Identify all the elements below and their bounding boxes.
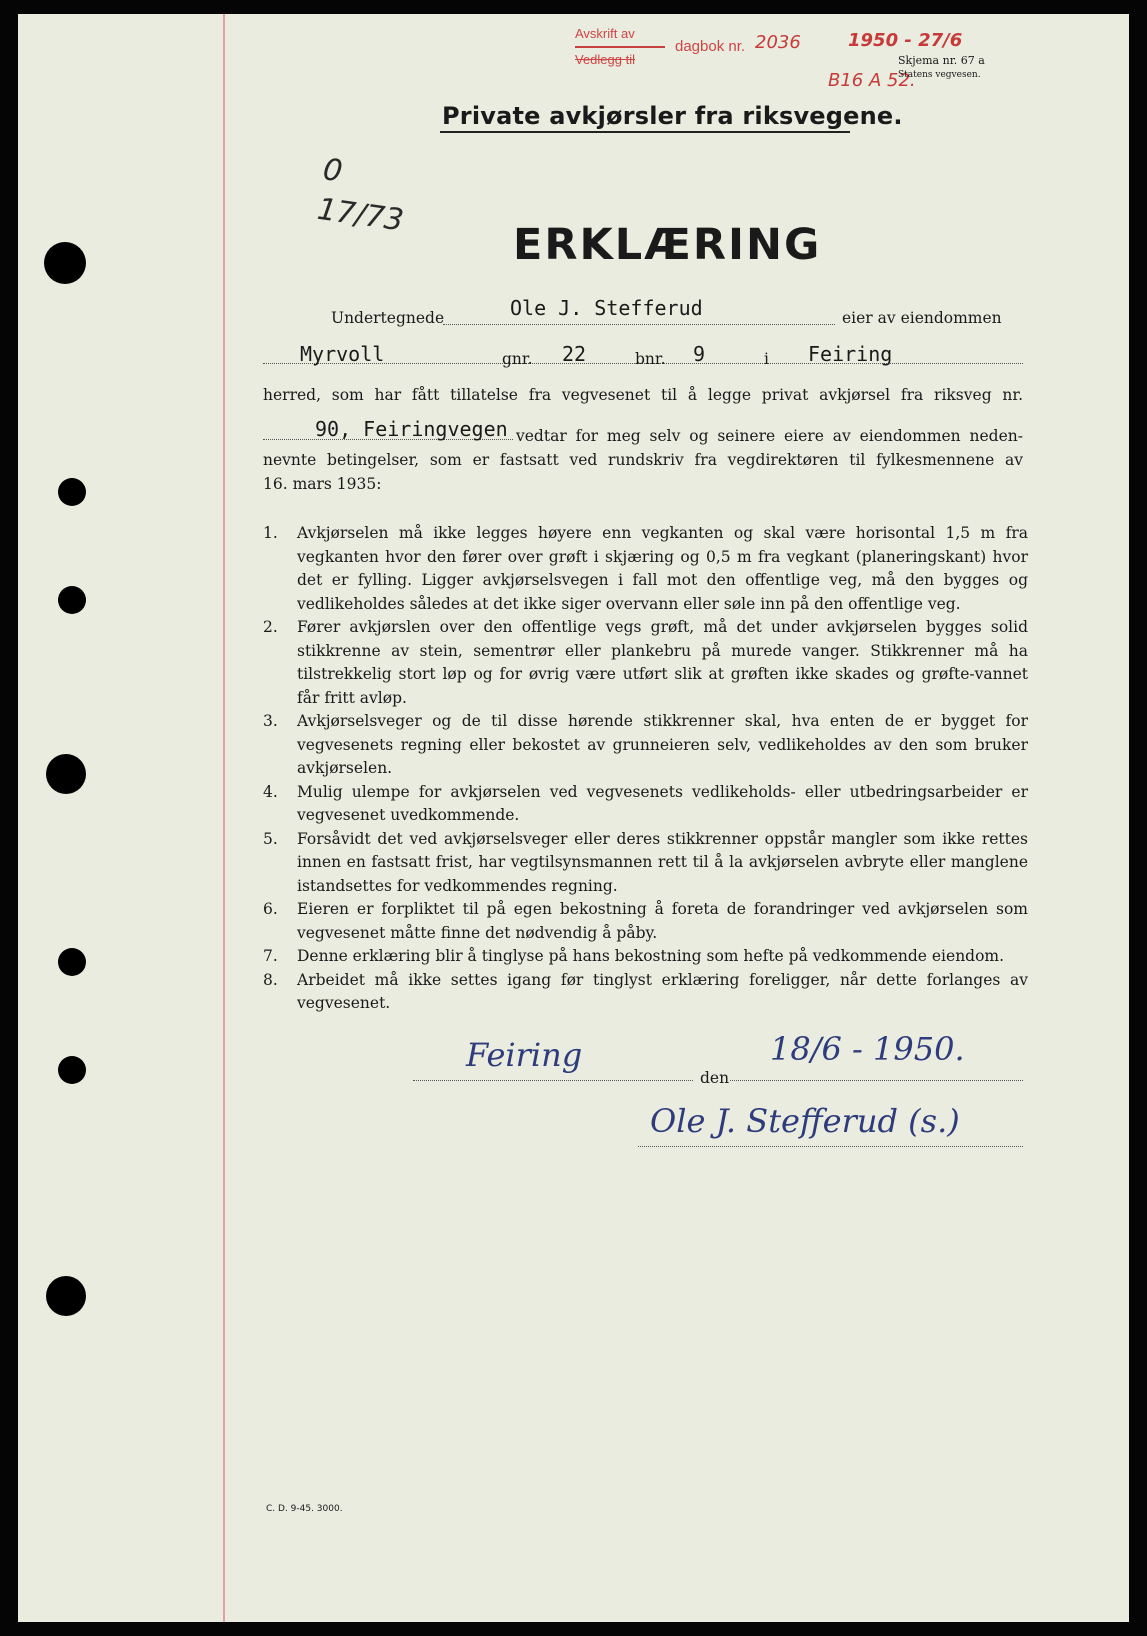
condition-text: Avkjørselen må ikke legges høyere enn vegkanten og skal være horisontal 1,5 m fra vegkanten hvor den fører over grøft i skjæring og 0,5 m fra vegkant (planeringskant) hvor det er fylling. Ligger avkjørselsvegen i fall mot den offentlige veg, må den bygges og vedlikeholdes således at det ikke siger overvann eller søle inn på den offentlige veg.: [297, 524, 1028, 613]
signature-dotted-line: [638, 1146, 1023, 1147]
name-dotted-line: [443, 324, 835, 325]
herred-line: herred, som har fått tillatelse fra vegvesenet til å legge privat avkjørsel fra riksveg nr.: [263, 386, 1023, 404]
municipality-name: Feiring: [808, 342, 893, 366]
road-number: 90, Feiringvegen: [315, 417, 508, 441]
print-code: C. D. 9-45. 3000.: [266, 1504, 343, 1514]
condition-item: [263, 710, 1028, 781]
condition-number: 8.: [263, 970, 278, 989]
vedtar-line: vedtar for meg selv og seinere eiere av eiendommen neden-: [516, 427, 1023, 445]
subtitle-underline: [440, 131, 850, 133]
condition-item: [263, 969, 1028, 1016]
punch-hole: [58, 586, 86, 614]
condition-text: Mulig ulempe for avkjørselen ved vegvesenets vedlikeholds- eller utbedringsarbeider er vegvesenet uvedkommende.: [297, 782, 1028, 824]
margin-rule: [223, 14, 225, 1622]
margin-note: 0 17/73: [315, 152, 406, 239]
archive-reference: B16 A 52.: [828, 70, 916, 91]
condition-item: [263, 945, 1028, 969]
signing-place: Feiring: [466, 1036, 583, 1074]
copy-stamp-line2: Vedlegg til: [575, 52, 635, 67]
condition-number: 6.: [263, 900, 278, 918]
year-date: 1950 - 27/6: [848, 30, 963, 51]
document-page: [18, 14, 1129, 1622]
condition-text: Denne erklæring blir å tinglyse på hans bekostning som hefte på vedkommende eiendom.: [297, 947, 1005, 965]
i-label: i: [764, 350, 769, 368]
punch-hole: [58, 948, 86, 976]
schema-label: [898, 54, 985, 82]
date-dotted-line: [730, 1080, 1023, 1081]
undertegnede-label: Undertegnede: [331, 309, 445, 327]
condition-number: 7.: [263, 947, 278, 965]
property-name: Myrvoll: [300, 342, 385, 366]
condition-item: [263, 616, 1028, 710]
signing-date: 18/6 - 1950.: [770, 1030, 965, 1068]
punch-hole: [44, 242, 86, 284]
place-dotted-line: [413, 1080, 693, 1081]
gnr-value: 22: [562, 342, 587, 366]
document-title: ERKLÆRING: [513, 220, 822, 270]
condition-text: Fører avkjørslen over den offentlige vegs grøft, må det under avkjørselen bygges solid stikkrenne av stein, sementrør eller plankebru på murede vanger. Stikkrenner må ha tilstrekkelig stort løp og for øvrig være utført slik at grøften ikke skades og grøfte-vannet får fritt avløp.: [297, 618, 1028, 707]
punch-hole: [46, 1276, 86, 1316]
condition-text: Eieren er forpliktet til på egen bekostning å foreta de forandringer ved avkjørselen som vegvesenet måtte finne det nødvendig å påby.: [297, 900, 1028, 942]
condition-item: [263, 828, 1028, 899]
condition-number: 3.: [263, 712, 278, 730]
condition-item: [263, 781, 1028, 828]
document-subtitle: Private avkjørsler fra riksvegene.: [442, 102, 903, 130]
copy-stamp-line1: Avskrift av: [575, 26, 635, 41]
condition-number: 2.: [263, 618, 278, 636]
dagbok-label: dagbok nr.: [675, 38, 746, 55]
nevnte-line: nevnte betingelser, som er fastsatt ved rundskriv fra vegdirektøren til fylkesmennene av: [263, 451, 1023, 469]
signature: Ole J. Stefferud (s.): [650, 1102, 960, 1140]
schema-number: Skjema nr. 67 a: [898, 54, 985, 67]
condition-item: [263, 898, 1028, 945]
condition-number: 5.: [263, 829, 278, 848]
condition-text: Forsåvidt det ved avkjørselsveger eller deres stikkrenner oppstår mangler som ikke rettes innen en fastsatt frist, har vegtilsynsmannen rett til å la avkjørselen avbryte eller manglene istandsettes for vedkommendes regning.: [297, 829, 1028, 895]
den-label: den: [700, 1069, 730, 1087]
stamp-rule: [575, 46, 665, 48]
punch-hole: [46, 754, 86, 794]
schema-agency: Statens vegvesen.: [898, 70, 981, 80]
circular-date: 16. mars 1935:: [263, 475, 382, 493]
condition-text: Avkjørselsveger og de til disse hørende stikkrenner skal, hva enten de er bygget for vegvesenets regning eller bekostet av grunneieren selv, vedlikeholdes av den som bruker avkjørselen.: [297, 712, 1028, 777]
declarant-name: Ole J. Stefferud: [510, 296, 703, 320]
condition-number: 4.: [263, 782, 278, 801]
gnr-label: gnr.: [502, 350, 533, 368]
bnr-label: bnr.: [635, 350, 666, 368]
punch-hole: [58, 1056, 86, 1084]
condition-text: Arbeidet må ikke settes igang før tinglyst erklæring foreligger, når dette forlanges av vegvesenet.: [297, 970, 1028, 1012]
bnr-value: 9: [693, 342, 706, 366]
condition-number: 1.: [263, 524, 278, 542]
eier-label: eier av eiendommen: [842, 309, 1002, 327]
punch-hole: [58, 478, 86, 506]
dagbok-number: 2036: [755, 32, 801, 53]
condition-item: [263, 522, 1028, 616]
conditions-list: [263, 522, 1028, 1016]
